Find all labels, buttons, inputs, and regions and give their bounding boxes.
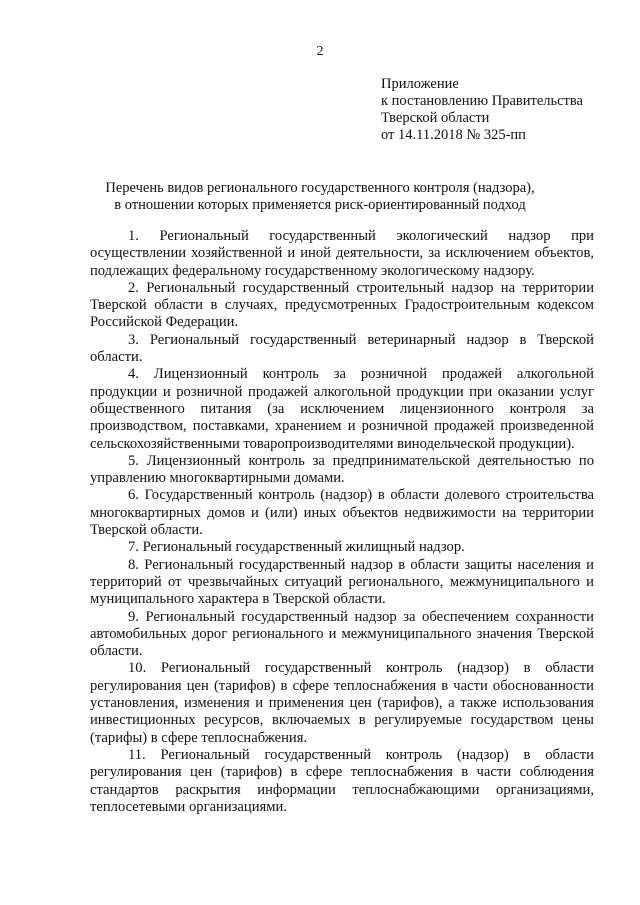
list-item: 5. Лицензионный контроль за предпринимательской деятельностью по управлению многоквартирными домами. (90, 452, 594, 487)
document-title (80, 180, 560, 214)
list-item: 1. Региональный государственный экологический надзор при осуществлении хозяйственной и иной деятельности, за исключением объектов, подлежащих федеральному государственному экологическому надзору. (90, 228, 594, 279)
list-item: 8. Региональный государственный надзор в области защиты населения и территорий от чрезвычайных ситуаций регионального, межмуниципального и муниципального характера в Тверской области. (90, 556, 594, 608)
appendix-date-number: от 14.11.2018 № 325-пп (381, 127, 526, 143)
appendix-line: к постановлению Правительства (381, 93, 583, 109)
page-number: 2 (316, 44, 324, 59)
appendix-line: Приложение (381, 76, 459, 92)
control-types-list (90, 228, 594, 816)
appendix-line: Тверской области (381, 110, 490, 126)
list-item: 3. Региональный государственный ветеринарный надзор в Тверской области. (90, 331, 594, 366)
list-item: 2. Региональный государственный строительный надзор на территории Тверской области в случаях, предусмотренных Градостроительным кодексом Российской Федерации. (90, 279, 594, 331)
appendix-header (381, 76, 583, 144)
list-item: 10. Региональный государственный контроль (надзор) в области регулирования цен (тарифов) в сфере теплоснабжения в части обоснованности установления, изменения и применения цен (тарифов), а также использования инвестиционных ресурсов, включаемых в регулируемые государством цены (тарифы) в сфере теплоснабжения. (90, 660, 594, 746)
title-line: в отношении которых применяется риск-ориентированный подход (114, 197, 526, 213)
list-item: 4. Лицензионный контроль за розничной продажей алкогольной продукции и розничной продажей алкогольной продукции при оказании услуг общественного питания (за исключением лицензионного контроля за производством, поставками, хранением и розничной продажей произведенной сельскохозяйственными товаропроизводителями винодельческой продукции). (90, 366, 594, 452)
list-item: 7. Региональный государственный жилищный надзор. (128, 539, 465, 556)
list-item: 6. Государственный контроль (надзор) в области долевого строительства многоквартирных домов и (или) иных объектов недвижимости на территории Тверской области. (90, 487, 594, 539)
list-item: 9. Региональный государственный надзор за обеспечением сохранности автомобильных дорог регионального и межмуниципального значения Тверской области. (90, 608, 594, 660)
title-line: Перечень видов регионального государственного контроля (надзора), (105, 180, 535, 196)
list-item: 11. Региональный государственный контроль (надзор) в области регулирования цен (тарифов) в сфере теплоснабжения в части соблюдения стандартов раскрытия информации теплоснабжающими организациями, теплосетевыми организациями. (90, 746, 594, 815)
